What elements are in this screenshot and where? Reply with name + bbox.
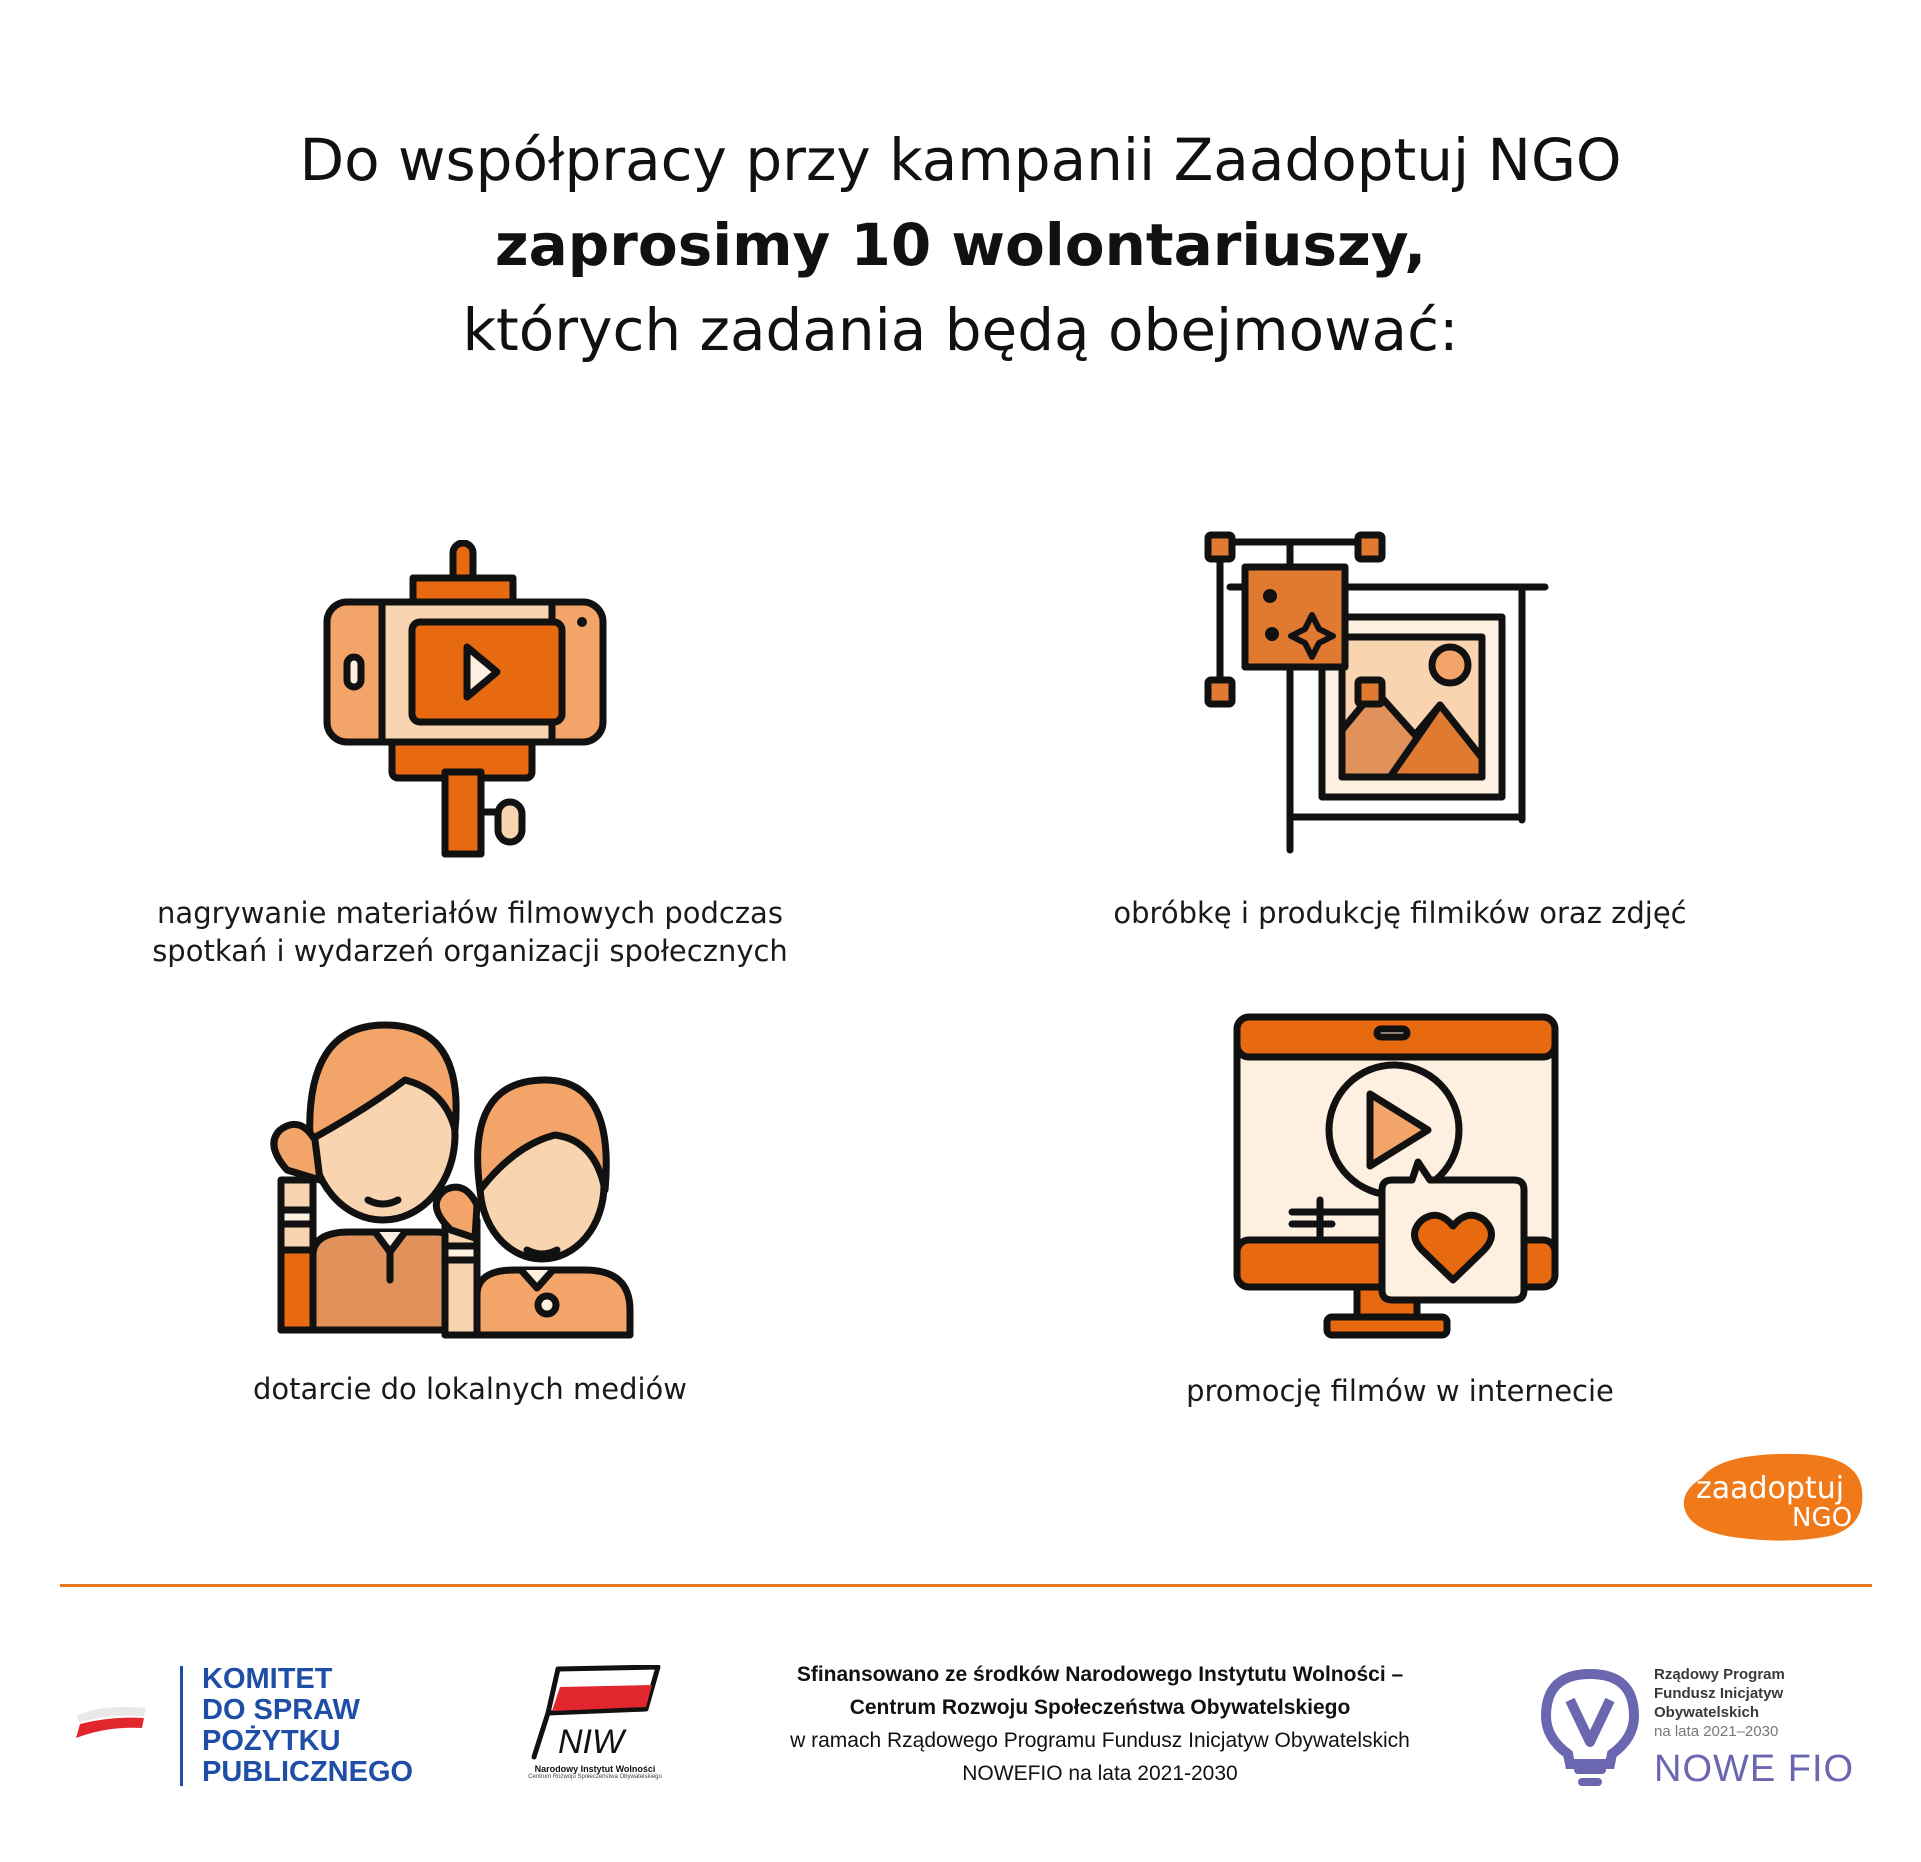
kdsp-line-1: KOMITET bbox=[202, 1663, 333, 1695]
niw-logo-caption bbox=[505, 1764, 685, 1780]
headline bbox=[0, 118, 1921, 373]
task-caption-1-line-2: spotkań i wydarzeń organizacji społecznych bbox=[152, 934, 788, 968]
kdsp-line-3: POŻYTKU bbox=[202, 1725, 341, 1757]
headline-line-2: zaprosimy 10 wolontariuszy, bbox=[494, 211, 1427, 279]
funding-line-4: NOWEFIO na lata 2021-2030 bbox=[962, 1762, 1238, 1785]
niw-name: Narodowy Instytut Wolności bbox=[534, 1764, 656, 1774]
funding-line-2: Centrum Rozwoju Społeczeństwa Obywatelskiego bbox=[849, 1696, 1351, 1719]
fio-program-text bbox=[1654, 1665, 1785, 1741]
kdsp-divider bbox=[180, 1666, 183, 1786]
niw-subname: Centrum Rozwoju Społeczeństwa Obywatelskiego bbox=[528, 1774, 662, 1780]
nowe-fio-name: NOWE FIO bbox=[1654, 1748, 1855, 1790]
zaadoptuj-logo-line-2: NGO bbox=[1792, 1503, 1853, 1533]
fio-line-1: Rządowy Program bbox=[1654, 1666, 1785, 1683]
zaadoptuj-logo-line-1: zaadoptuj bbox=[1696, 1471, 1845, 1506]
niw-mark: NIW bbox=[558, 1723, 625, 1761]
task-caption-1-line-1: nagrywanie materiałów filmowych podczas bbox=[157, 896, 783, 930]
kdsp-line-2: DO SPRAW bbox=[202, 1694, 360, 1726]
lightbulb-logo-icon bbox=[1540, 1668, 1640, 1790]
fio-line-2: Fundusz Inicjatyw bbox=[1654, 1685, 1784, 1702]
fio-line-3: Obywatelskich bbox=[1654, 1704, 1760, 1721]
headline-line-3: których zadania będą obejmować: bbox=[462, 296, 1459, 364]
monitor-video-heart-icon bbox=[1232, 1012, 1572, 1342]
funding-line-3: w ramach Rządowego Programu Fundusz Inicjatyw Obywatelskich bbox=[790, 1729, 1410, 1752]
flag-logo-icon bbox=[72, 1700, 152, 1744]
zaadoptuj-ngo-logo bbox=[1680, 1448, 1866, 1544]
kdsp-logo-text bbox=[202, 1664, 413, 1788]
task-caption-3 bbox=[100, 1370, 840, 1408]
niw-logo bbox=[528, 1665, 668, 1761]
fio-line-4: na lata 2021–2030 bbox=[1654, 1723, 1779, 1740]
headline-line-1: Do współpracy przy kampanii Zaadoptuj NGO bbox=[299, 126, 1622, 194]
people-icon bbox=[265, 1010, 645, 1340]
task-caption-2 bbox=[1030, 894, 1770, 932]
image-editing-icon bbox=[1200, 530, 1570, 860]
task-caption-3-line-1: dotarcie do lokalnych mediów bbox=[252, 1372, 688, 1406]
task-caption-1 bbox=[100, 894, 840, 970]
task-caption-2-line-1: obróbkę i produkcję filmików oraz zdjęć bbox=[1113, 896, 1687, 930]
task-caption-4-line-1: promocję filmów w internecie bbox=[1186, 1374, 1614, 1408]
kdsp-line-4: PUBLICZNEGO bbox=[202, 1756, 414, 1788]
funding-statement bbox=[740, 1658, 1460, 1790]
selfie-stick-video-icon bbox=[320, 540, 620, 860]
funding-line-1: Sfinansowano ze środków Narodowego Instytutu Wolności – bbox=[796, 1663, 1404, 1686]
task-caption-4 bbox=[1030, 1372, 1770, 1410]
footer-divider bbox=[60, 1584, 1872, 1587]
